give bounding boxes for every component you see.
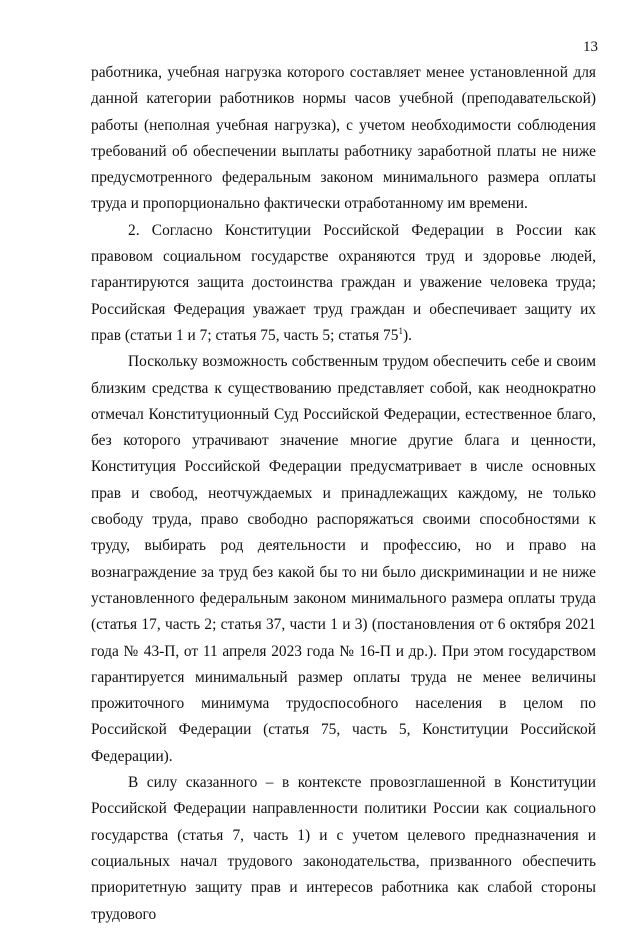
paragraph-4: В силу сказанного – в контексте провозглашенной в Конституции Российской Федерации направленности политики России как социального государства (статья 7, часть 1) и с учетом целевого предназначения и социальных начал трудового законодательства, призванного обеспечить приоритетную защиту прав и интересов работника как слабой стороны трудового — [91, 774, 596, 923]
page-number: 13 — [583, 39, 598, 55]
paragraph-3: Поскольку возможность собственным трудом обеспечить себе и своим близким средства к существованию представляет собой, как неоднократно отмечал Конституционный Суд Российской Федерации, естественное благо, без которого утрачивают значение многие другие блага и ценности, Конституция Российской Федерации предусматривает в числе основных прав и свобод, неотчуждаемых и принадлежащих каждому, не только свободу труда, право свободно распоряжаться своими способностями к труду, выбирать род деятельности и профессию, но и право на вознаграждение за труд без какой бы то ни было дискриминации и не ниже установленного федеральным законом минимального размера оплаты труда (статья 17, часть 2; статья 37, части 1 и 3) (постановления от 6 октября 2021 года № 43-П, от 11 апреля 2023 года № 16-П и др.). При этом государством гарантируется минимальный размер оплаты труда не менее величины прожиточного минимума трудоспособного населения в целом по Российской Федерации (статья 75, часть 5, Конституции Российской Федерации). — [91, 353, 596, 765]
paragraph-2-superscript: 1 — [398, 325, 403, 336]
paragraph-2-end: ). — [402, 326, 412, 344]
paragraph-2-text: 2. Согласно Конституции Российской Федерации в России как правовом социальном государстве охраняются труд и здоровье людей, гарантируются защита достоинства граждан и уважение человека труда; Российская Федерация уважает труд граждан и обеспечивает защиту их прав (статьи 1 и 7; статья 75, часть 5; статья 75 — [91, 221, 596, 344]
paragraph-continuation: работника, учебная нагрузка которого составляет менее установленной для данной категории работников нормы часов учебной (преподавательской) работы (неполная учебная нагрузка), с учетом необходимости соблюдения требований об обеспечении выплаты работнику заработной платы не ниже предусмотренного федеральным законом минимального размера оплаты труда и пропорционально фактически отработанному им времени. — [91, 64, 596, 213]
document-body — [91, 60, 596, 928]
paragraph-2 — [91, 218, 596, 349]
